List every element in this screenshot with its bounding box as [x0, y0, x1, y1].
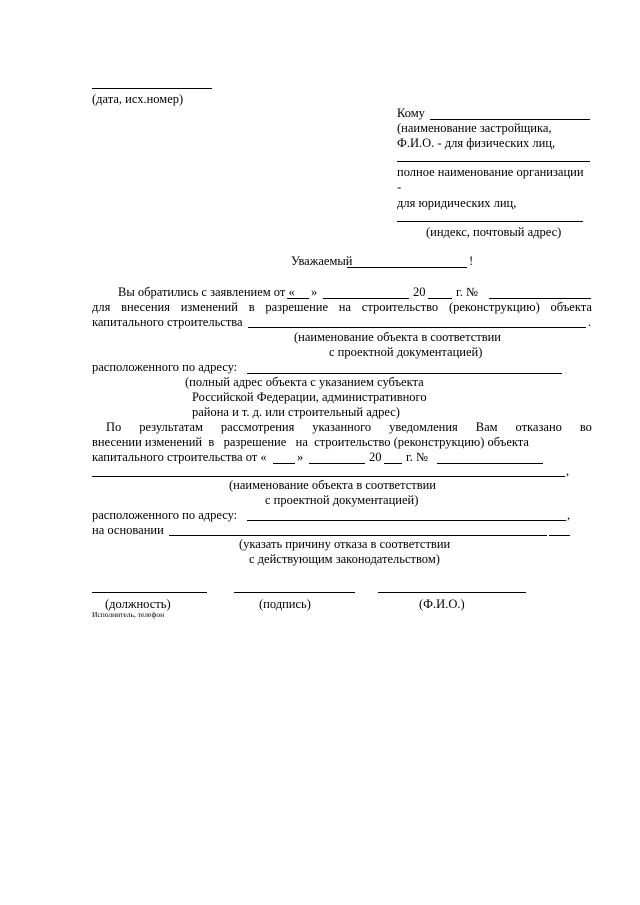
located-at-label: расположенного по адресу: — [92, 360, 238, 374]
word: рассмотрения — [220, 420, 295, 434]
word: внесения — [121, 300, 170, 314]
word: указанного — [312, 420, 372, 434]
request-month-line — [323, 298, 409, 299]
word: для — [92, 300, 111, 314]
request-number-label: г. № — [456, 285, 478, 299]
word: во — [579, 420, 592, 434]
signature-line — [234, 592, 355, 593]
word: на — [338, 300, 352, 314]
request-date-label: Вы обратились с заявлением от « — [118, 285, 295, 299]
addressee-caption-5: (индекс, почтовый адрес) — [426, 225, 562, 239]
word: отказано — [515, 420, 562, 434]
request-year-label: 20 — [413, 285, 426, 299]
refusal-line-1 — [106, 420, 592, 435]
refusal-year-label: 20 — [369, 450, 382, 464]
word: уведомления — [389, 420, 458, 434]
refusal-number-label: г. № — [406, 450, 428, 464]
date-number-caption: (дата, исх.номер) — [92, 92, 184, 106]
request-year-line — [428, 298, 452, 299]
address-caption-2: Российской Федерации, административного — [192, 390, 427, 404]
addressee-caption-4: для юридических лиц, — [397, 196, 517, 210]
address-caption-1: (полный адрес объекта с указанием субъекта — [185, 375, 424, 389]
addressee-caption-3: полное наименование организации — [397, 165, 584, 179]
address2-line-b — [439, 520, 566, 521]
basis-line-end — [549, 535, 570, 536]
word: в — [248, 300, 255, 314]
request-purpose-line — [92, 300, 592, 315]
basis-label: на основании — [92, 523, 164, 537]
full-name-caption: (Ф.И.О.) — [419, 597, 465, 611]
to-line — [430, 119, 590, 120]
refusal-quote-close: » — [297, 450, 304, 464]
salutation-label: Уважаемый — [291, 254, 353, 268]
word: Вам — [475, 420, 498, 434]
refusal-date-label: капитального строительства от « — [92, 450, 267, 464]
date-number-line — [92, 88, 212, 89]
word: результатам — [139, 420, 203, 434]
refusal-year-line — [384, 463, 402, 464]
signature-caption: (подпись) — [259, 597, 311, 611]
reason-caption-1: (указать причину отказа в соответствии — [239, 537, 451, 551]
addressee-dash: - — [397, 180, 402, 194]
addressee-caption-1: (наименование застройщика, — [397, 121, 552, 135]
refusal-month-line — [309, 463, 365, 464]
addressee-caption-2: Ф.И.О. - для физических лиц, — [397, 136, 556, 150]
address-caption-3: района и т. д. или строительный адрес) — [192, 405, 400, 419]
address-line — [247, 373, 562, 374]
request-quote-close: » — [311, 285, 318, 299]
basis-line — [169, 535, 547, 536]
object-caption-2: с проектной документацией) — [329, 345, 483, 359]
object2-line-end: , — [566, 464, 570, 478]
reason-caption-2: с действующим законодательством) — [249, 552, 440, 566]
refusal-line-2: внесении изменений в разрешение на строительство (реконструкцию) объекта — [92, 435, 529, 449]
request-day-line — [287, 298, 309, 299]
addressee-line-a — [397, 161, 590, 162]
refusal-day-line — [273, 463, 295, 464]
address2-line-a — [247, 520, 439, 521]
to-label: Кому — [397, 106, 425, 120]
salutation-line — [347, 267, 467, 268]
located2-at-label: расположенного по адресу: — [92, 508, 238, 522]
word: изменений — [180, 300, 238, 314]
capital-construction-label: капитального строительства — [92, 315, 243, 329]
object2-caption-1: (наименование объекта в соответствии — [229, 478, 436, 492]
word: объекта — [550, 300, 592, 314]
salutation-end: ! — [469, 254, 474, 268]
object-caption-1: (наименование объекта в соответствии — [294, 330, 501, 344]
word: (реконструкцию) — [448, 300, 540, 314]
address2-line-end: , — [567, 508, 571, 522]
object-name-line — [248, 327, 586, 328]
request-number-line — [489, 298, 591, 299]
word: разрешение — [265, 300, 329, 314]
position-caption: (должность) — [105, 597, 171, 611]
position-line — [92, 592, 207, 593]
full-name-line — [378, 592, 526, 593]
object2-name-line — [92, 476, 565, 477]
executor-phone: Исполнитель, телефон — [92, 610, 165, 619]
object-line-end: . — [588, 315, 592, 329]
word: строительство — [361, 300, 439, 314]
object2-caption-2: с проектной документацией) — [265, 493, 419, 507]
word: По — [106, 420, 122, 434]
addressee-line-b — [397, 221, 583, 222]
refusal-number-line — [437, 463, 543, 464]
